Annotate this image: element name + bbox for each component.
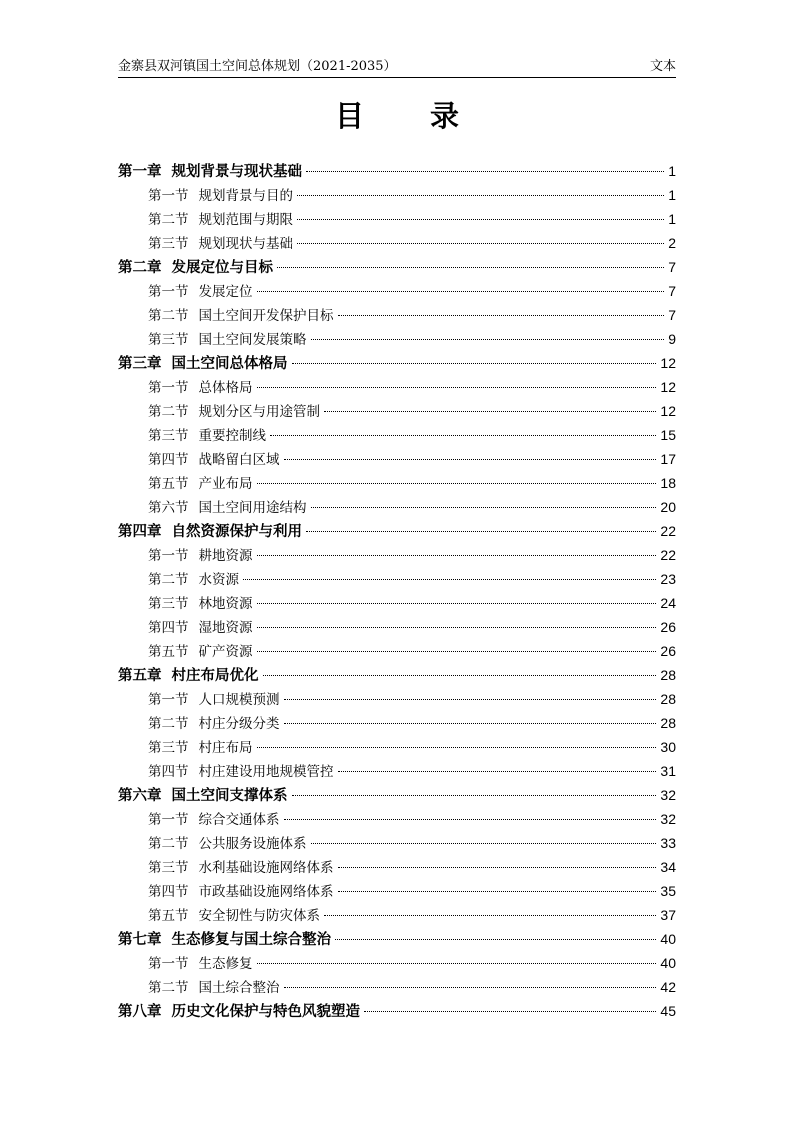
toc-entry-title: 水利基础设施网络体系 xyxy=(198,860,334,876)
toc-entry-number: 第八章 xyxy=(118,1004,162,1020)
toc-dot-leader xyxy=(311,843,657,844)
toc-section-entry[interactable] xyxy=(118,279,676,303)
toc-entry-title: 安全韧性与防灾体系 xyxy=(198,908,320,924)
toc-entry-title: 产业布局 xyxy=(198,476,253,492)
toc-entry-title: 市政基础设施网络体系 xyxy=(198,884,334,900)
toc-entry-title: 国土空间用途结构 xyxy=(198,500,307,516)
toc-entry-number: 第二节 xyxy=(148,716,189,732)
toc-entry-number: 第四章 xyxy=(118,524,162,540)
toc-dot-leader xyxy=(306,171,664,172)
toc-page-number: 15 xyxy=(660,427,676,443)
toc-entry-title: 战略留白区域 xyxy=(198,452,280,468)
toc-dot-leader xyxy=(284,723,657,724)
toc-dot-leader xyxy=(292,795,657,796)
toc-page-number: 1 xyxy=(668,163,676,179)
toc-entry-title: 林地资源 xyxy=(198,596,253,612)
toc-page-number: 12 xyxy=(660,403,676,419)
toc-dot-leader xyxy=(297,219,664,220)
toc-entry-title: 历史文化保护与特色风貌塑造 xyxy=(171,1004,360,1020)
toc-dot-leader xyxy=(338,891,657,892)
header-document-type: 文本 xyxy=(649,59,676,74)
toc-page-number: 40 xyxy=(660,931,676,947)
toc-dot-leader xyxy=(297,243,664,244)
toc-entry-number: 第三节 xyxy=(148,332,189,348)
toc-dot-leader xyxy=(257,627,657,628)
toc-entry-number: 第一节 xyxy=(148,188,189,204)
toc-dot-leader xyxy=(292,363,657,364)
toc-entry-title: 综合交通体系 xyxy=(198,812,280,828)
toc-section-entry[interactable] xyxy=(118,567,676,591)
toc-section-entry[interactable] xyxy=(118,903,676,927)
toc-entry-number: 第一节 xyxy=(148,284,189,300)
toc-section-entry[interactable] xyxy=(118,831,676,855)
toc-section-entry[interactable] xyxy=(118,711,676,735)
toc-section-entry[interactable] xyxy=(118,951,676,975)
toc-entry-title: 村庄建设用地规模管控 xyxy=(198,764,334,780)
toc-entry-title: 湿地资源 xyxy=(198,620,253,636)
toc-entry-number: 第二节 xyxy=(148,404,189,420)
toc-chapter-entry[interactable] xyxy=(118,351,676,375)
toc-page-number: 17 xyxy=(660,451,676,467)
toc-dot-leader xyxy=(257,651,657,652)
toc-page-number: 9 xyxy=(668,331,676,347)
toc-dot-leader xyxy=(257,963,657,964)
toc-section-entry[interactable] xyxy=(118,447,676,471)
toc-entry-title: 规划现状与基础 xyxy=(198,236,293,252)
toc-entry-number: 第一节 xyxy=(148,812,189,828)
toc-dot-leader xyxy=(257,483,657,484)
table-of-contents xyxy=(118,159,676,1023)
toc-dot-leader xyxy=(338,867,657,868)
toc-dot-leader xyxy=(324,915,656,916)
toc-entry-title: 耕地资源 xyxy=(198,548,253,564)
toc-dot-leader xyxy=(311,339,665,340)
toc-section-entry[interactable] xyxy=(118,231,676,255)
toc-dot-leader xyxy=(364,1011,656,1012)
toc-dot-leader xyxy=(263,675,657,676)
toc-entry-title: 人口规模预测 xyxy=(198,692,280,708)
toc-page-number: 1 xyxy=(668,187,676,203)
toc-page-number: 33 xyxy=(660,835,676,851)
toc-section-entry[interactable] xyxy=(118,375,676,399)
toc-dot-leader xyxy=(284,459,657,460)
toc-dot-leader xyxy=(284,987,657,988)
toc-entry-title: 村庄布局 xyxy=(198,740,253,756)
toc-section-entry[interactable] xyxy=(118,975,676,999)
toc-entry-title: 国土空间总体格局 xyxy=(171,356,288,372)
toc-entry-number: 第一节 xyxy=(148,380,189,396)
toc-dot-leader xyxy=(243,579,656,580)
toc-dot-leader xyxy=(335,939,656,940)
toc-entry-number: 第三节 xyxy=(148,428,189,444)
toc-entry-title: 国土综合整治 xyxy=(198,980,280,996)
toc-page-number: 1 xyxy=(668,211,676,227)
page-header xyxy=(118,58,676,76)
toc-dot-leader xyxy=(297,195,664,196)
toc-title: 目 录 xyxy=(334,99,488,133)
toc-entry-number: 第二节 xyxy=(148,212,189,228)
toc-page-number: 12 xyxy=(660,355,676,371)
toc-chapter-entry[interactable] xyxy=(118,663,676,687)
toc-dot-leader xyxy=(257,555,657,556)
toc-entry-title: 规划分区与用途管制 xyxy=(198,404,320,420)
toc-dot-leader xyxy=(257,387,657,388)
toc-entry-number: 第四节 xyxy=(148,764,189,780)
toc-entry-title: 矿产资源 xyxy=(198,644,253,660)
toc-entry-title: 规划背景与现状基础 xyxy=(171,164,302,180)
toc-entry-title: 国土空间支撑体系 xyxy=(171,788,288,804)
toc-entry-title: 总体格局 xyxy=(198,380,253,396)
toc-dot-leader xyxy=(257,747,657,748)
toc-page-number: 40 xyxy=(660,955,676,971)
toc-entry-title: 自然资源保护与利用 xyxy=(171,524,302,540)
toc-entry-number: 第一节 xyxy=(148,692,189,708)
toc-page-number: 22 xyxy=(660,523,676,539)
toc-chapter-entry[interactable] xyxy=(118,927,676,951)
toc-page-number: 2 xyxy=(668,235,676,251)
toc-page-number: 7 xyxy=(668,259,676,275)
toc-page-number: 28 xyxy=(660,667,676,683)
toc-chapter-entry[interactable] xyxy=(118,783,676,807)
toc-page-number: 22 xyxy=(660,547,676,563)
toc-section-entry[interactable] xyxy=(118,471,676,495)
toc-entry-title: 水资源 xyxy=(198,572,239,588)
toc-entry-title: 国土空间发展策略 xyxy=(198,332,307,348)
toc-dot-leader xyxy=(257,603,657,604)
toc-page-number: 23 xyxy=(660,571,676,587)
toc-entry-title: 国土空间开发保护目标 xyxy=(198,308,334,324)
toc-section-entry[interactable] xyxy=(118,759,676,783)
toc-section-entry[interactable] xyxy=(118,879,676,903)
toc-entry-title: 生态修复 xyxy=(198,956,253,972)
toc-page-number: 42 xyxy=(660,979,676,995)
toc-dot-leader xyxy=(306,531,656,532)
toc-chapter-entry[interactable] xyxy=(118,519,676,543)
toc-page-number: 31 xyxy=(660,763,676,779)
toc-dot-leader xyxy=(257,291,665,292)
toc-dot-leader xyxy=(284,819,657,820)
toc-entry-number: 第四节 xyxy=(148,620,189,636)
toc-entry-number: 第二章 xyxy=(118,260,162,276)
toc-entry-number: 第二节 xyxy=(148,308,189,324)
toc-dot-leader xyxy=(324,411,656,412)
header-document-title: 金寨县双河镇国土空间总体规划（2021-2035） xyxy=(118,59,397,74)
toc-page-number: 37 xyxy=(660,907,676,923)
toc-page-number: 20 xyxy=(660,499,676,515)
toc-entry-title: 规划背景与目的 xyxy=(198,188,293,204)
toc-section-entry[interactable] xyxy=(118,591,676,615)
toc-section-entry[interactable] xyxy=(118,399,676,423)
toc-entry-number: 第三节 xyxy=(148,740,189,756)
toc-entry-number: 第三节 xyxy=(148,236,189,252)
toc-section-entry[interactable] xyxy=(118,327,676,351)
toc-entry-title: 规划范围与期限 xyxy=(198,212,293,228)
toc-entry-number: 第三节 xyxy=(148,596,189,612)
toc-page-number: 28 xyxy=(660,691,676,707)
toc-entry-number: 第四节 xyxy=(148,884,189,900)
toc-section-entry[interactable] xyxy=(118,423,676,447)
toc-section-entry[interactable] xyxy=(118,807,676,831)
toc-section-entry[interactable] xyxy=(118,543,676,567)
toc-dot-leader xyxy=(338,771,657,772)
toc-entry-number: 第一节 xyxy=(148,956,189,972)
toc-entry-title: 生态修复与国土综合整治 xyxy=(171,932,331,948)
toc-entry-number: 第二节 xyxy=(148,572,189,588)
toc-entry-number: 第五节 xyxy=(148,476,189,492)
toc-entry-number: 第七章 xyxy=(118,932,162,948)
toc-page-number: 7 xyxy=(668,283,676,299)
toc-dot-leader xyxy=(270,435,656,436)
toc-section-entry[interactable] xyxy=(118,495,676,519)
toc-page-number: 30 xyxy=(660,739,676,755)
toc-page-number: 45 xyxy=(660,1003,676,1019)
toc-page-number: 34 xyxy=(660,859,676,875)
toc-dot-leader xyxy=(338,315,665,316)
toc-page-number: 32 xyxy=(660,811,676,827)
toc-entry-number: 第三章 xyxy=(118,356,162,372)
toc-page-number: 35 xyxy=(660,883,676,899)
toc-entry-title: 重要控制线 xyxy=(198,428,266,444)
toc-entry-title: 发展定位与目标 xyxy=(171,260,273,276)
header-rule xyxy=(118,77,676,78)
toc-section-entry[interactable] xyxy=(118,615,676,639)
toc-page-number: 18 xyxy=(660,475,676,491)
toc-page-number: 12 xyxy=(660,379,676,395)
toc-entry-number: 第五章 xyxy=(118,668,162,684)
toc-chapter-entry[interactable] xyxy=(118,159,676,183)
toc-entry-title: 村庄布局优化 xyxy=(171,668,259,684)
toc-entry-number: 第六章 xyxy=(118,788,162,804)
toc-entry-number: 第五节 xyxy=(148,644,189,660)
toc-dot-leader xyxy=(284,699,657,700)
toc-page-number: 24 xyxy=(660,595,676,611)
toc-entry-number: 第四节 xyxy=(148,452,189,468)
toc-entry-number: 第六节 xyxy=(148,500,189,516)
toc-chapter-entry[interactable] xyxy=(118,255,676,279)
toc-entry-number: 第一章 xyxy=(118,164,162,180)
toc-entry-number: 第二节 xyxy=(148,980,189,996)
toc-page-number: 26 xyxy=(660,619,676,635)
toc-entry-number: 第三节 xyxy=(148,860,189,876)
toc-entry-number: 第五节 xyxy=(148,908,189,924)
toc-section-entry[interactable] xyxy=(118,303,676,327)
toc-entry-title: 村庄分级分类 xyxy=(198,716,280,732)
toc-entry-title: 公共服务设施体系 xyxy=(198,836,307,852)
toc-page-number: 32 xyxy=(660,787,676,803)
toc-chapter-entry[interactable] xyxy=(118,999,676,1023)
toc-page-number: 7 xyxy=(668,307,676,323)
toc-dot-leader xyxy=(277,267,664,268)
toc-entry-title: 发展定位 xyxy=(198,284,253,300)
toc-section-entry[interactable] xyxy=(118,183,676,207)
toc-section-entry[interactable] xyxy=(118,735,676,759)
toc-section-entry[interactable] xyxy=(118,687,676,711)
toc-dot-leader xyxy=(311,507,657,508)
toc-section-entry[interactable] xyxy=(118,207,676,231)
toc-page-number: 28 xyxy=(660,715,676,731)
toc-page-number: 26 xyxy=(660,643,676,659)
toc-entry-number: 第二节 xyxy=(148,836,189,852)
toc-section-entry[interactable] xyxy=(118,639,676,663)
toc-section-entry[interactable] xyxy=(118,855,676,879)
toc-entry-number: 第一节 xyxy=(148,548,189,564)
